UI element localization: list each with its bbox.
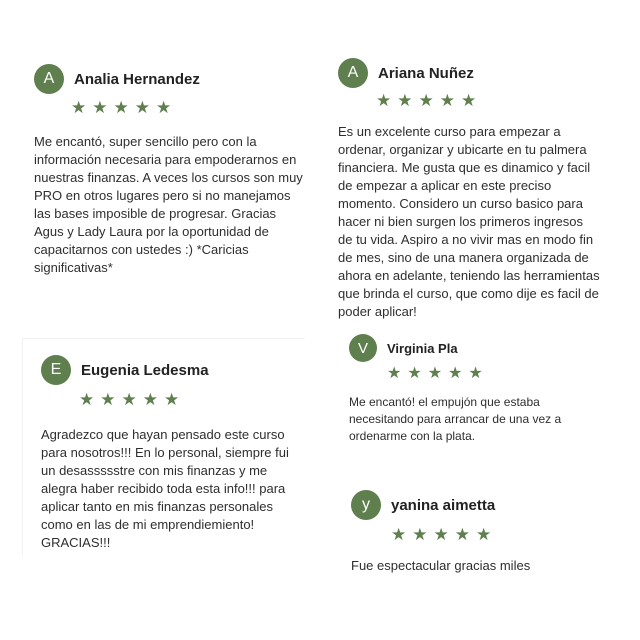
star-icon: ★	[448, 365, 463, 382]
star-icon: ★	[439, 91, 455, 110]
star-icon: ★	[121, 390, 137, 409]
star-icon: ★	[476, 525, 492, 544]
review-header	[349, 334, 609, 362]
star-icon: ★	[71, 98, 87, 117]
star-rating	[79, 391, 305, 408]
reviewer-name: yanina aimetta	[391, 496, 496, 514]
review-card-yanina-aimetta	[351, 490, 611, 575]
avatar: A	[34, 64, 64, 94]
review-text: Fue espectacular gracias miles	[351, 558, 531, 573]
star-icon: ★	[113, 98, 129, 117]
star-rating	[391, 526, 611, 543]
star-icon: ★	[391, 525, 407, 544]
star-icon: ★	[156, 98, 172, 117]
star-icon: ★	[461, 91, 477, 110]
reviewer-name: Ariana Nuñez	[378, 64, 474, 82]
avatar: E	[41, 355, 71, 385]
review-text: Me encantó, super sencillo pero con la información necesaria para empoderarnos en nuestras finanzas. A veces los cursos son muy PRO en otros lugares pero si no manejamos las bases imposible de progresar. Gracias Agus y Lady Laura por la oportunidad de capacitarnos con ustedes :) *Caricias significativas*	[34, 134, 303, 275]
star-icon: ★	[92, 98, 108, 117]
reviewer-name: Virginia Pla	[387, 340, 458, 356]
star-icon: ★	[376, 91, 392, 110]
star-icon: ★	[397, 91, 413, 110]
star-rating	[387, 366, 609, 382]
star-icon: ★	[427, 365, 443, 382]
star-icon: ★	[433, 525, 449, 544]
review-text: Agradezco que hayan pensado este curso para nosotros!!! En lo personal, siempre fui un desassssstre con mis finanzas y me alegra haber recibido toda esta info!!! para aplicar tanto en mis finanzas personales como en las de mi emprendiemiento! GRACIAS!!!	[41, 427, 289, 550]
star-icon: ★	[418, 91, 434, 110]
review-header	[351, 490, 611, 520]
review-card-eugenia-ledesma	[22, 338, 305, 555]
review-card-analia-hernandez	[34, 64, 304, 277]
review-header	[34, 64, 304, 94]
star-icon: ★	[454, 525, 470, 544]
star-icon: ★	[134, 98, 150, 117]
review-card-virginia-pla	[349, 334, 609, 445]
star-icon: ★	[407, 365, 422, 382]
reviewer-name: Eugenia Ledesma	[81, 361, 209, 379]
star-icon: ★	[164, 390, 180, 409]
review-text: Es un excelente curso para empezar a ordenar, organizar y ubicarte en tu palmera financiera. Me gusta que es dinamico y facil de empezar a aplicar en este preciso momento. Considero un curso basico para hacer ni bien surgen los primeros ingresos de tu vida. Aspiro a no vivir mas en modo fin de mes, sino de una manera organizada de ahora en adelante, teniendo las herramientas que brinda el curso, que como dije es facil de poder aplicar!	[338, 124, 600, 319]
star-icon: ★	[412, 525, 428, 544]
review-header	[338, 58, 608, 88]
review-header	[41, 355, 305, 385]
star-icon: ★	[468, 365, 483, 382]
star-rating	[376, 92, 608, 109]
star-icon: ★	[387, 365, 402, 382]
star-icon: ★	[142, 390, 158, 409]
review-text: Me encantó! el empujón que estaba necesitando para arrancar de una vez a ordenarme con la plata.	[349, 395, 562, 443]
review-card-ariana-nunez	[338, 58, 608, 321]
reviewer-name: Analia Hernandez	[74, 70, 200, 88]
avatar: y	[351, 490, 381, 520]
star-icon: ★	[100, 390, 116, 409]
star-rating	[71, 99, 304, 116]
avatar: A	[338, 58, 368, 88]
star-icon: ★	[79, 390, 95, 409]
avatar: V	[349, 334, 377, 362]
